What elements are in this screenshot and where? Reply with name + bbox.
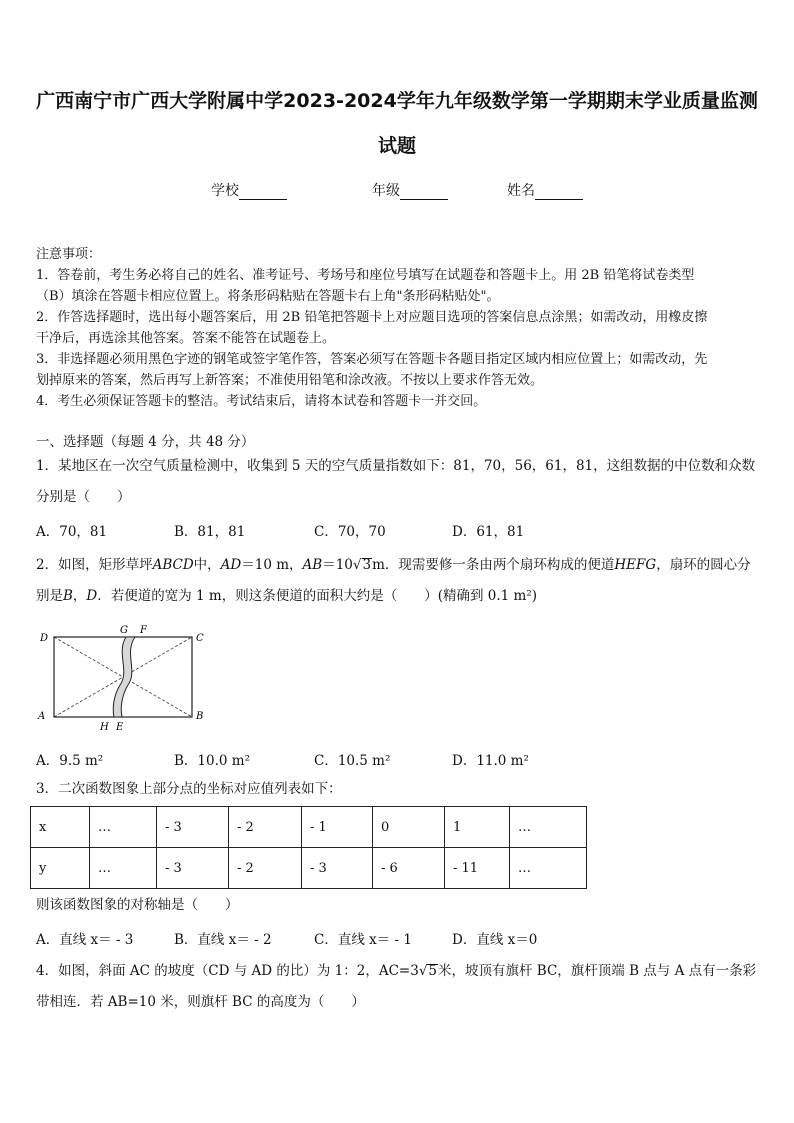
table-cell: - 6 [373,848,445,889]
school-label: 学校 [211,183,239,199]
grade-label: 年级 [372,183,400,199]
question-1 [36,451,761,513]
q2-figure [34,623,214,735]
table-cell: … [510,807,587,848]
note-line: 2．作答选择题时，选出每小题答案后，用 2B 铅笔把答题卡上对应题目选项的答案信息点涂黑；如需改动，用橡皮擦 [36,310,708,325]
q4-line2: 带相连．若 AB=10 米，则旗杆 BC 的高度为（ ） [36,994,365,1010]
q4-text: 4．如图，斜面 AC 的坡度（CD 与 AD 的比）为 1：2，AC=3 [36,963,419,979]
q2-text: ， [72,588,87,604]
q2-text: ＝10 [322,557,353,573]
q2-var: B [63,588,73,604]
notes-block [36,244,758,412]
label-b: B [196,711,204,722]
school-field [211,180,287,200]
q2-var: ABCD [152,557,194,573]
label-f: F [140,625,147,636]
exam-title-line1: 广西南宁市广西大学附属中学2023-2024学年九年级数学第一学期期末学业质量监测 [36,90,758,112]
table-cell: x [31,807,90,848]
note-line: （B）填涂在答题卡相应位置上。将条形码粘贴在答题卡右上角"条形码粘贴处"。 [36,289,500,304]
question-2 [36,550,761,612]
q1-option-b[interactable]: B．81，81 [174,524,246,540]
q1-option-a[interactable]: A．70，81 [36,524,108,540]
q2-text: ＝10 m， [241,557,303,573]
table-cell: y [31,848,90,889]
note-line: 4．考生必须保证答题卡的整洁。考试结束后，请将本试卷和答题卡一并交回。 [36,394,487,409]
school-blank [239,185,287,200]
q2-text: 2．如图，矩形草坪 [36,557,153,573]
table-cell: - 3 [302,848,373,889]
q2-option-b[interactable]: B．10.0 m² [174,753,250,769]
table-cell: 0 [373,807,445,848]
question-4 [36,956,761,1018]
q2-var: D [86,588,98,604]
label-h: H [100,722,109,733]
table-row [31,807,587,848]
q2-var: AD [220,557,242,573]
label-a: A [38,711,46,722]
q2-text: m．现需要修一条由两个扇环构成的便道 [372,557,615,573]
table-cell: … [510,848,587,889]
q3-option-d[interactable]: D．直线 x＝0 [452,932,538,948]
table-cell: … [90,807,157,848]
exam-title-line2: 试题 [377,135,416,157]
label-e: E [116,722,124,733]
note-line: 划掉原来的答案，然后再写上新答案；不准使用铅笔和涂改液。不按以上要求作答无效。 [36,373,544,388]
q1-line2: 分别是（ ） [36,489,131,505]
table-cell: - 11 [445,848,510,889]
grade-field [372,180,448,200]
question-3: 3．二次函数图象上部分点的坐标对应值列表如下： [36,781,342,797]
q1-option-c[interactable]: C．70，70 [314,524,386,540]
note-line: 干净后，再选涂其他答案。答案不能答在试题卷上。 [36,331,336,346]
q2-text: 别是 [36,588,63,604]
q2-var: HEFG [614,557,657,573]
q2-option-a[interactable]: A．9.5 m² [36,753,104,769]
q3-option-c[interactable]: C．直线 x＝ - 1 [314,932,412,948]
name-field [507,180,583,200]
label-c: C [196,633,204,644]
note-line: 3．非选择题必须用黑色字迹的钢笔或签字笔作答，答案必须写在答题卡各题目指定区域内相应位置上；如需改动，先 [36,352,708,367]
q2-line2 [36,581,761,612]
path-hefg [113,637,135,717]
table-cell: - 3 [157,807,229,848]
table-row [31,848,587,889]
q4-sqrt: 5 [428,963,438,979]
q4-text: 米，坡顶有旗杆 BC，旗杆顶端 B 点与 A 点有一条彩 [438,963,757,979]
q4-line1: 4．如图，斜面 AC 的坡度（CD 与 AD 的比）为 1：2，AC=3√5米，坡顶有旗杆 BC，旗杆顶端 B 点与 A 点有一条彩 [36,963,757,979]
q2-text: ，扇环的圆心分 [656,557,751,573]
name-blank [535,185,583,200]
label-g: G [120,625,128,636]
grade-blank [400,185,448,200]
q3-option-b[interactable]: B．直线 x＝ - 2 [174,932,272,948]
q2-option-c[interactable]: C．10.5 m² [314,753,391,769]
table-cell: - 2 [229,848,302,889]
name-label: 姓名 [507,183,535,199]
notes-heading: 注意事项： [36,247,102,262]
q2-option-d[interactable]: D．11.0 m² [452,753,529,769]
table-cell: … [90,848,157,889]
q2-sqrt: 3 [362,557,372,573]
q2-text: 中， [193,557,221,573]
q2-line1: 2．如图，矩形草坪ABCD中，AD＝10 m，AB＝10√3m．现需要修一条由两个扇环构成的便道HEFG，扇环的圆心分 [36,557,751,573]
q3-question: 则该函数图象的对称轴是（ ） [36,897,239,913]
q2-text: ．若便道的宽为 1 m，则这条便道的面积大约是（ ）(精确到 0.1 m²) [97,588,538,604]
q1-option-d[interactable]: D．61，81 [452,524,525,540]
table-cell: - 3 [157,848,229,889]
q3-option-a[interactable]: A．直线 x＝ - 3 [36,932,134,948]
label-d: D [40,633,49,644]
table-cell: - 2 [229,807,302,848]
q3-value-table [30,806,587,889]
q1-line1: 1．某地区在一次空气质量检测中，收集到 5 天的空气质量指数如下：81，70，56，61，81，这组数据的中位数和众数 [36,458,756,474]
note-line: 1．答卷前，考生务必将自己的姓名、准考证号、考场号和座位号填写在试题卷和答题卡上。用 2B 铅笔将试卷类型 [36,268,695,283]
q2-var: AB [302,557,323,573]
table-cell: - 1 [302,807,373,848]
section-heading: 一、选择题（每题 4 分，共 48 分） [36,434,255,450]
table-cell: 1 [445,807,510,848]
